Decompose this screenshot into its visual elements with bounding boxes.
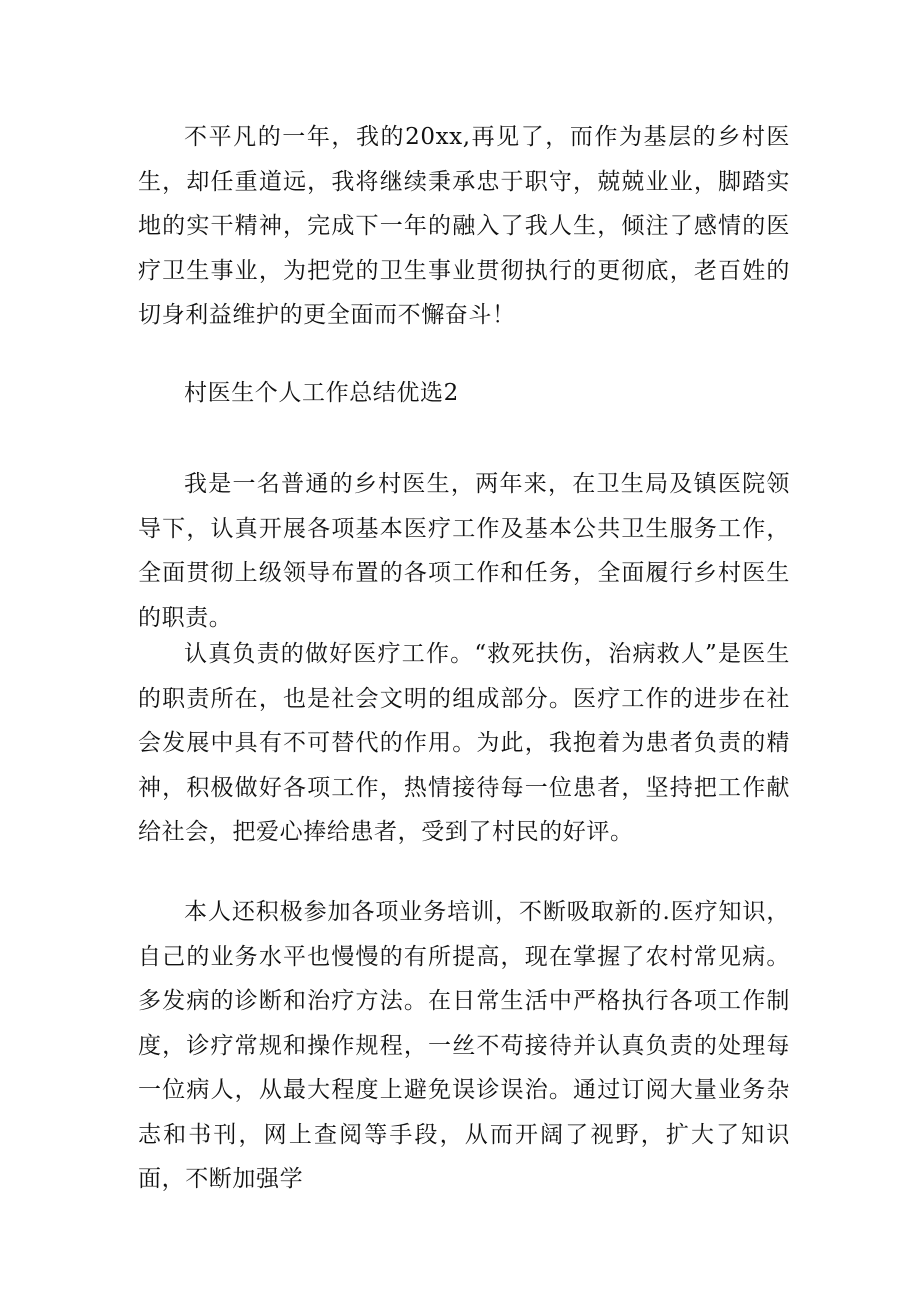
paragraph-training: 本人还积极参加各项业务培训，不断吸取新的.医疗知识，自己的业务水平也慢慢的有所提高，现在掌握了农村常见病。多发病的诊断和治疗方法。在日常生活中严格执行各项工作制度，诊疗常规和操作规程，一丝不苟接待并认真负责的处理每一位病人，从最大程度上避免误诊误治。通过订阅大量业务杂志和书刊，网上查阅等手段，从而开阔了视野，扩大了知识面，不断加强学 — [138, 899, 790, 1192]
paragraph-medical-work: 认真负责的做好医疗工作。“救死扶伤，治病救人”是医生的职责所在，也是社会文明的组成部分。医疗工作的进步在社会发展中具有不可替代的作用。为此，我抱着为患者负责的精神，积极做好各项工作，热情接待每一位患者，坚持把工作献给社会，把爱心捧给患者，受到了村民的好评。 — [138, 641, 790, 845]
paragraph-closing: 不平凡的一年，我的20xx,再见了，而作为基层的乡村医生，却任重道远，我将继续秉承忠于职守，兢兢业业，脚踏实地的实干精神，完成下一年的融入了我人生，倾注了感情的医疗卫生事业，为把党的卫生事业贯彻执行的更彻底，老百姓的切身利益维护的更全面而不懈奋斗！ — [138, 124, 790, 328]
section-heading: 村医生个人工作总结优选2 — [184, 380, 459, 406]
paragraph-intro: 我是一名普通的乡村医生，两年来，在卫生局及镇医院领导下，认真开展各项基本医疗工作及基本公共卫生服务工作，全面贯彻上级领导布置的各项工作和任务，全面履行乡村医生的职责。 — [138, 471, 790, 631]
